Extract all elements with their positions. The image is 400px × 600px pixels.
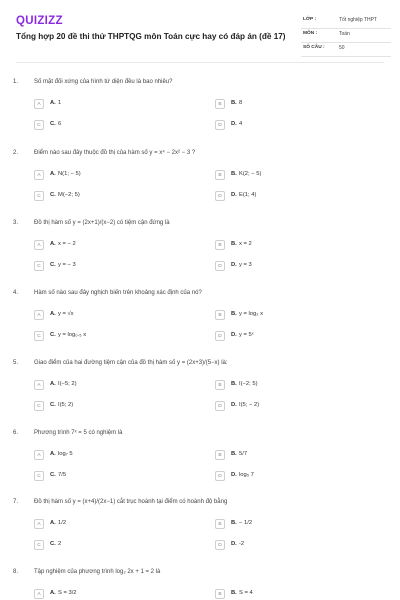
question-number: 4. [13, 290, 19, 296]
option-label: C. [50, 402, 56, 408]
option-checkbox[interactable]: D [215, 401, 225, 411]
option-text: 7/5 [58, 472, 67, 478]
option-text: x = − 2 [58, 241, 76, 247]
question-text: Hàm số nào sau đây nghịch biến trên khoảng xác định của nó? [34, 290, 202, 296]
option-checkbox[interactable]: D [215, 540, 225, 550]
option-checkbox[interactable]: C [34, 120, 44, 130]
worksheet-meta-table [301, 15, 391, 57]
option-label: D. [231, 121, 237, 127]
option-label: A. [50, 520, 56, 526]
option-checkbox[interactable]: C [34, 401, 44, 411]
question-number: 6. [13, 430, 19, 436]
option-label: A. [50, 590, 56, 596]
option-label: C. [50, 541, 56, 547]
question-text: Phương trình 7ˣ = 5 có nghiệm là [34, 430, 123, 436]
option-checkbox[interactable]: C [34, 540, 44, 550]
option-label: D. [231, 541, 237, 547]
option-text: I(5; − 2) [239, 402, 260, 408]
option-text: y = log₀.₅ x [58, 332, 87, 338]
option-checkbox[interactable]: B [215, 380, 225, 390]
option-checkbox[interactable]: D [215, 191, 225, 201]
question-number: 5. [13, 360, 19, 366]
question-text: Tập nghiệm của phương trình log₂ 2x + 1 = 2 là [34, 569, 161, 575]
option-label: D. [231, 472, 237, 478]
meta-value: 50 [339, 45, 345, 51]
option-checkbox[interactable]: A [34, 99, 44, 109]
option-text: y = 3 [239, 262, 252, 268]
option-checkbox[interactable]: B [215, 519, 225, 529]
option-text: 5/7 [239, 451, 248, 457]
worksheet-header [0, 0, 400, 58]
option-text: y = √x [58, 311, 74, 317]
option-text: y = − 3 [58, 262, 76, 268]
option-checkbox[interactable]: D [215, 120, 225, 130]
option-checkbox[interactable]: B [215, 240, 225, 250]
option-label: B. [231, 590, 237, 596]
option-text: S = 3/2 [58, 590, 77, 596]
option-text: log₇ 5 [58, 451, 73, 457]
option-checkbox[interactable]: C [34, 261, 44, 271]
option-label: D. [231, 262, 237, 268]
option-label: D. [231, 332, 237, 338]
option-label: A. [50, 451, 56, 457]
option-checkbox[interactable]: B [215, 310, 225, 320]
header-divider [16, 62, 384, 63]
question-number: 1. [13, 79, 19, 85]
option-checkbox[interactable]: A [34, 170, 44, 180]
question-number: 2. [13, 150, 19, 156]
option-checkbox[interactable]: C [34, 191, 44, 201]
option-checkbox[interactable]: D [215, 331, 225, 341]
option-checkbox[interactable]: B [215, 170, 225, 180]
option-checkbox[interactable]: B [215, 99, 225, 109]
option-label: A. [50, 381, 56, 387]
meta-value: Tốt nghiệp THPT [339, 17, 377, 23]
option-text: y = 5ˣ [239, 332, 254, 338]
option-text: M(−2; 5) [58, 192, 80, 198]
meta-row-count [301, 43, 391, 57]
option-text: I(−2; 5) [239, 381, 258, 387]
option-text: 1/2 [58, 520, 67, 526]
option-label: C. [50, 192, 56, 198]
option-label: B. [231, 381, 237, 387]
option-label: B. [231, 311, 237, 317]
meta-key: MÔN : [303, 31, 318, 36]
option-text: I(−5; 2) [58, 381, 77, 387]
option-label: B. [231, 451, 237, 457]
option-text: 6 [58, 121, 62, 127]
option-text: 2 [58, 541, 62, 547]
option-label: D. [231, 192, 237, 198]
meta-key: LỚP : [303, 17, 317, 22]
option-label: A. [50, 100, 56, 106]
meta-value: Toán [339, 31, 350, 37]
option-checkbox[interactable]: A [34, 519, 44, 529]
worksheet-title: Tổng hợp 20 đề thi thử THPTQG môn Toán cực hay có đáp án (đề 17) [16, 32, 286, 41]
option-checkbox[interactable]: A [34, 310, 44, 320]
option-text: N(1; − 5) [58, 171, 81, 177]
quizizz-logo: QUIZIZZ [16, 15, 63, 27]
option-text: S = 4 [239, 590, 253, 596]
option-checkbox[interactable]: B [215, 589, 225, 599]
option-text: K(2; − 5) [239, 171, 262, 177]
option-label: C. [50, 121, 56, 127]
option-label: A. [50, 241, 56, 247]
option-checkbox[interactable]: A [34, 450, 44, 460]
option-text: E(1; 4) [239, 192, 257, 198]
question-number: 8. [13, 569, 19, 575]
meta-key: SỐ CÂU : [303, 45, 325, 50]
option-label: C. [50, 332, 56, 338]
option-checkbox[interactable]: B [215, 450, 225, 460]
option-checkbox[interactable]: D [215, 261, 225, 271]
question-text: Điểm nào sau đây thuộc đồ thị của hàm số y = x⁴ − 2x² − 3 ? [34, 150, 196, 156]
option-checkbox[interactable]: A [34, 240, 44, 250]
option-label: B. [231, 171, 237, 177]
meta-row-subject [301, 29, 391, 43]
option-text: 1 [58, 100, 62, 106]
option-text: I(5; 2) [58, 402, 74, 408]
question-text: Giao điểm của hai đường tiệm cận của đồ thị hàm số y = (2x+3)/(5−x) là: [34, 360, 228, 366]
option-label: B. [231, 100, 237, 106]
option-checkbox[interactable]: D [215, 471, 225, 481]
option-label: C. [50, 472, 56, 478]
option-checkbox[interactable]: C [34, 471, 44, 481]
question-text: Đồ thị hàm số y = (x+4)/(2x−1) cắt trục hoành tại điểm có hoành độ bằng [34, 499, 228, 505]
option-text: -2 [239, 541, 245, 547]
option-text: log₅ 7 [239, 472, 254, 478]
option-label: A. [50, 171, 56, 177]
option-checkbox[interactable]: C [34, 331, 44, 341]
question-number: 7. [13, 499, 19, 505]
option-text: x = 2 [239, 241, 252, 247]
option-label: A. [50, 311, 56, 317]
option-text: 8 [239, 100, 243, 106]
option-label: B. [231, 241, 237, 247]
option-text: y = log₂ x [239, 311, 263, 317]
option-checkbox[interactable]: A [34, 589, 44, 599]
option-text: − 1/2 [239, 520, 253, 526]
option-label: D. [231, 402, 237, 408]
question-text: Đồ thị hàm số y = (2x+1)/(x−2) có tiệm cận đứng là [34, 220, 170, 226]
meta-row-class [301, 15, 391, 29]
option-label: C. [50, 262, 56, 268]
question-text: Số mặt đối xứng của hình tứ diện đều là bao nhiêu? [34, 79, 173, 85]
option-checkbox[interactable]: A [34, 380, 44, 390]
option-text: 4 [239, 121, 243, 127]
option-label: B. [231, 520, 237, 526]
question-number: 3. [13, 220, 19, 226]
